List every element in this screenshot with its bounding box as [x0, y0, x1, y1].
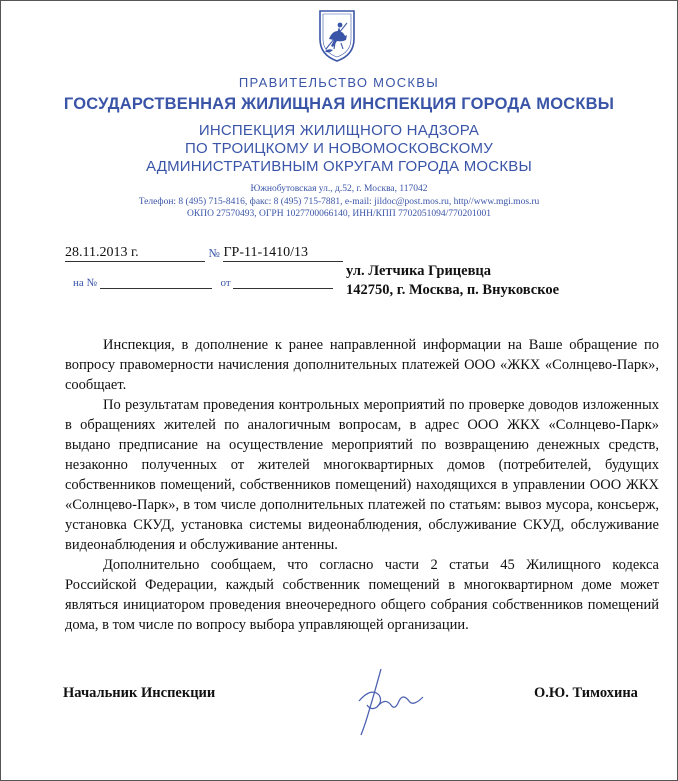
government-title: ПРАВИТЕЛЬСТВО МОСКВЫ	[238, 75, 440, 90]
reference-number-label: на №	[73, 277, 98, 289]
letterhead-codes: ОКПО 27570493, ОГРН 1027700066140, ИНН/КПП 7702051094/770201001	[187, 209, 491, 219]
reference-number-blank	[100, 288, 212, 289]
signatory-name: О.Ю. Тимохина	[534, 685, 638, 701]
registration-number-field	[223, 245, 343, 262]
handwritten-signature-icon	[351, 661, 431, 741]
body-paragraph-2: По результатам проведения контрольных мероприятий по проверке доводов изложенных в обращениях жителей по аналогичным вопросам, в адрес ООО ЖКХ «Солнцево-Парк» выдано предписание на осуществление мероприятий по возвращению денежных средств, незаконно полученных от жителей многоквартирных домов (потребителей, будущих собственников помещений, собственников помещений) находящихся в управлении ООО ЖКХ «Солнцево-Парк», в том числе дополнительных платежей по статьям: вывоз мусора, консьерж, установка СКУД, установка системы видеонаблюдения, обслуживание СКУД, обслуживание видеонаблюдения и обслуживание антенны.	[65, 397, 659, 553]
recipient-city: 142750, г. Москва, п. Внуковское	[346, 282, 560, 298]
body-paragraph-1: Инспекция, в дополнение к ранее направленной информации на Ваше обращение по вопросу правомерности начисления дополнительных платежей ООО «ЖКХ «Солнцево-Парк», сообщает.	[65, 337, 659, 393]
department-line-1: ИНСПЕКЦИЯ ЖИЛИЩНОГО НАДЗОРА	[198, 122, 480, 139]
registration-date: 28.11.2013 г.	[65, 245, 139, 260]
reference-line	[73, 277, 333, 289]
department-line-3: АДМИНИСТРАТИВНЫМ ОКРУГАМ ГОРОДА МОСКВЫ	[146, 158, 532, 175]
registration-date-field	[65, 245, 205, 262]
signatory-title: Начальник Инспекции	[63, 685, 216, 701]
reference-date-blank	[233, 288, 333, 289]
letterhead-address: Южнобутовская ул., д.52, г. Москва, 117042	[250, 184, 428, 194]
letter-body	[65, 335, 659, 635]
registration-number: ГР-11-1410/13	[223, 245, 309, 260]
number-sign: №	[208, 246, 220, 260]
department-line-2: ПО ТРОИЦКОМУ И НОВОМОСКОВСКОМУ	[185, 140, 493, 157]
letterhead-contacts: Телефон: 8 (495) 715-8416, факс: 8 (495) 715-7881, e-mail: jildoc@post.mos.ru, http//www.mgi.mos.ru	[138, 197, 540, 207]
recipient-street: ул. Летчика Грицевца	[346, 263, 492, 279]
moscow-coat-of-arms-icon	[317, 9, 357, 63]
reference-date-label: от	[220, 277, 231, 289]
inspection-title: ГОСУДАРСТВЕННАЯ ЖИЛИЩНАЯ ИНСПЕКЦИЯ ГОРОДА МОСКВЫ	[63, 95, 615, 113]
body-paragraph-3: Дополнительно сообщаем, что согласно части 2 статьи 45 Жилищного кодекса Российской Федерации, каждый собственник помещений в многоквартирном доме может являться инициатором проведения внеочередного общего собрания собственников помещений дома, в том числе по вопросу выбора управляющей организации.	[65, 557, 659, 633]
registration-line	[65, 245, 343, 262]
